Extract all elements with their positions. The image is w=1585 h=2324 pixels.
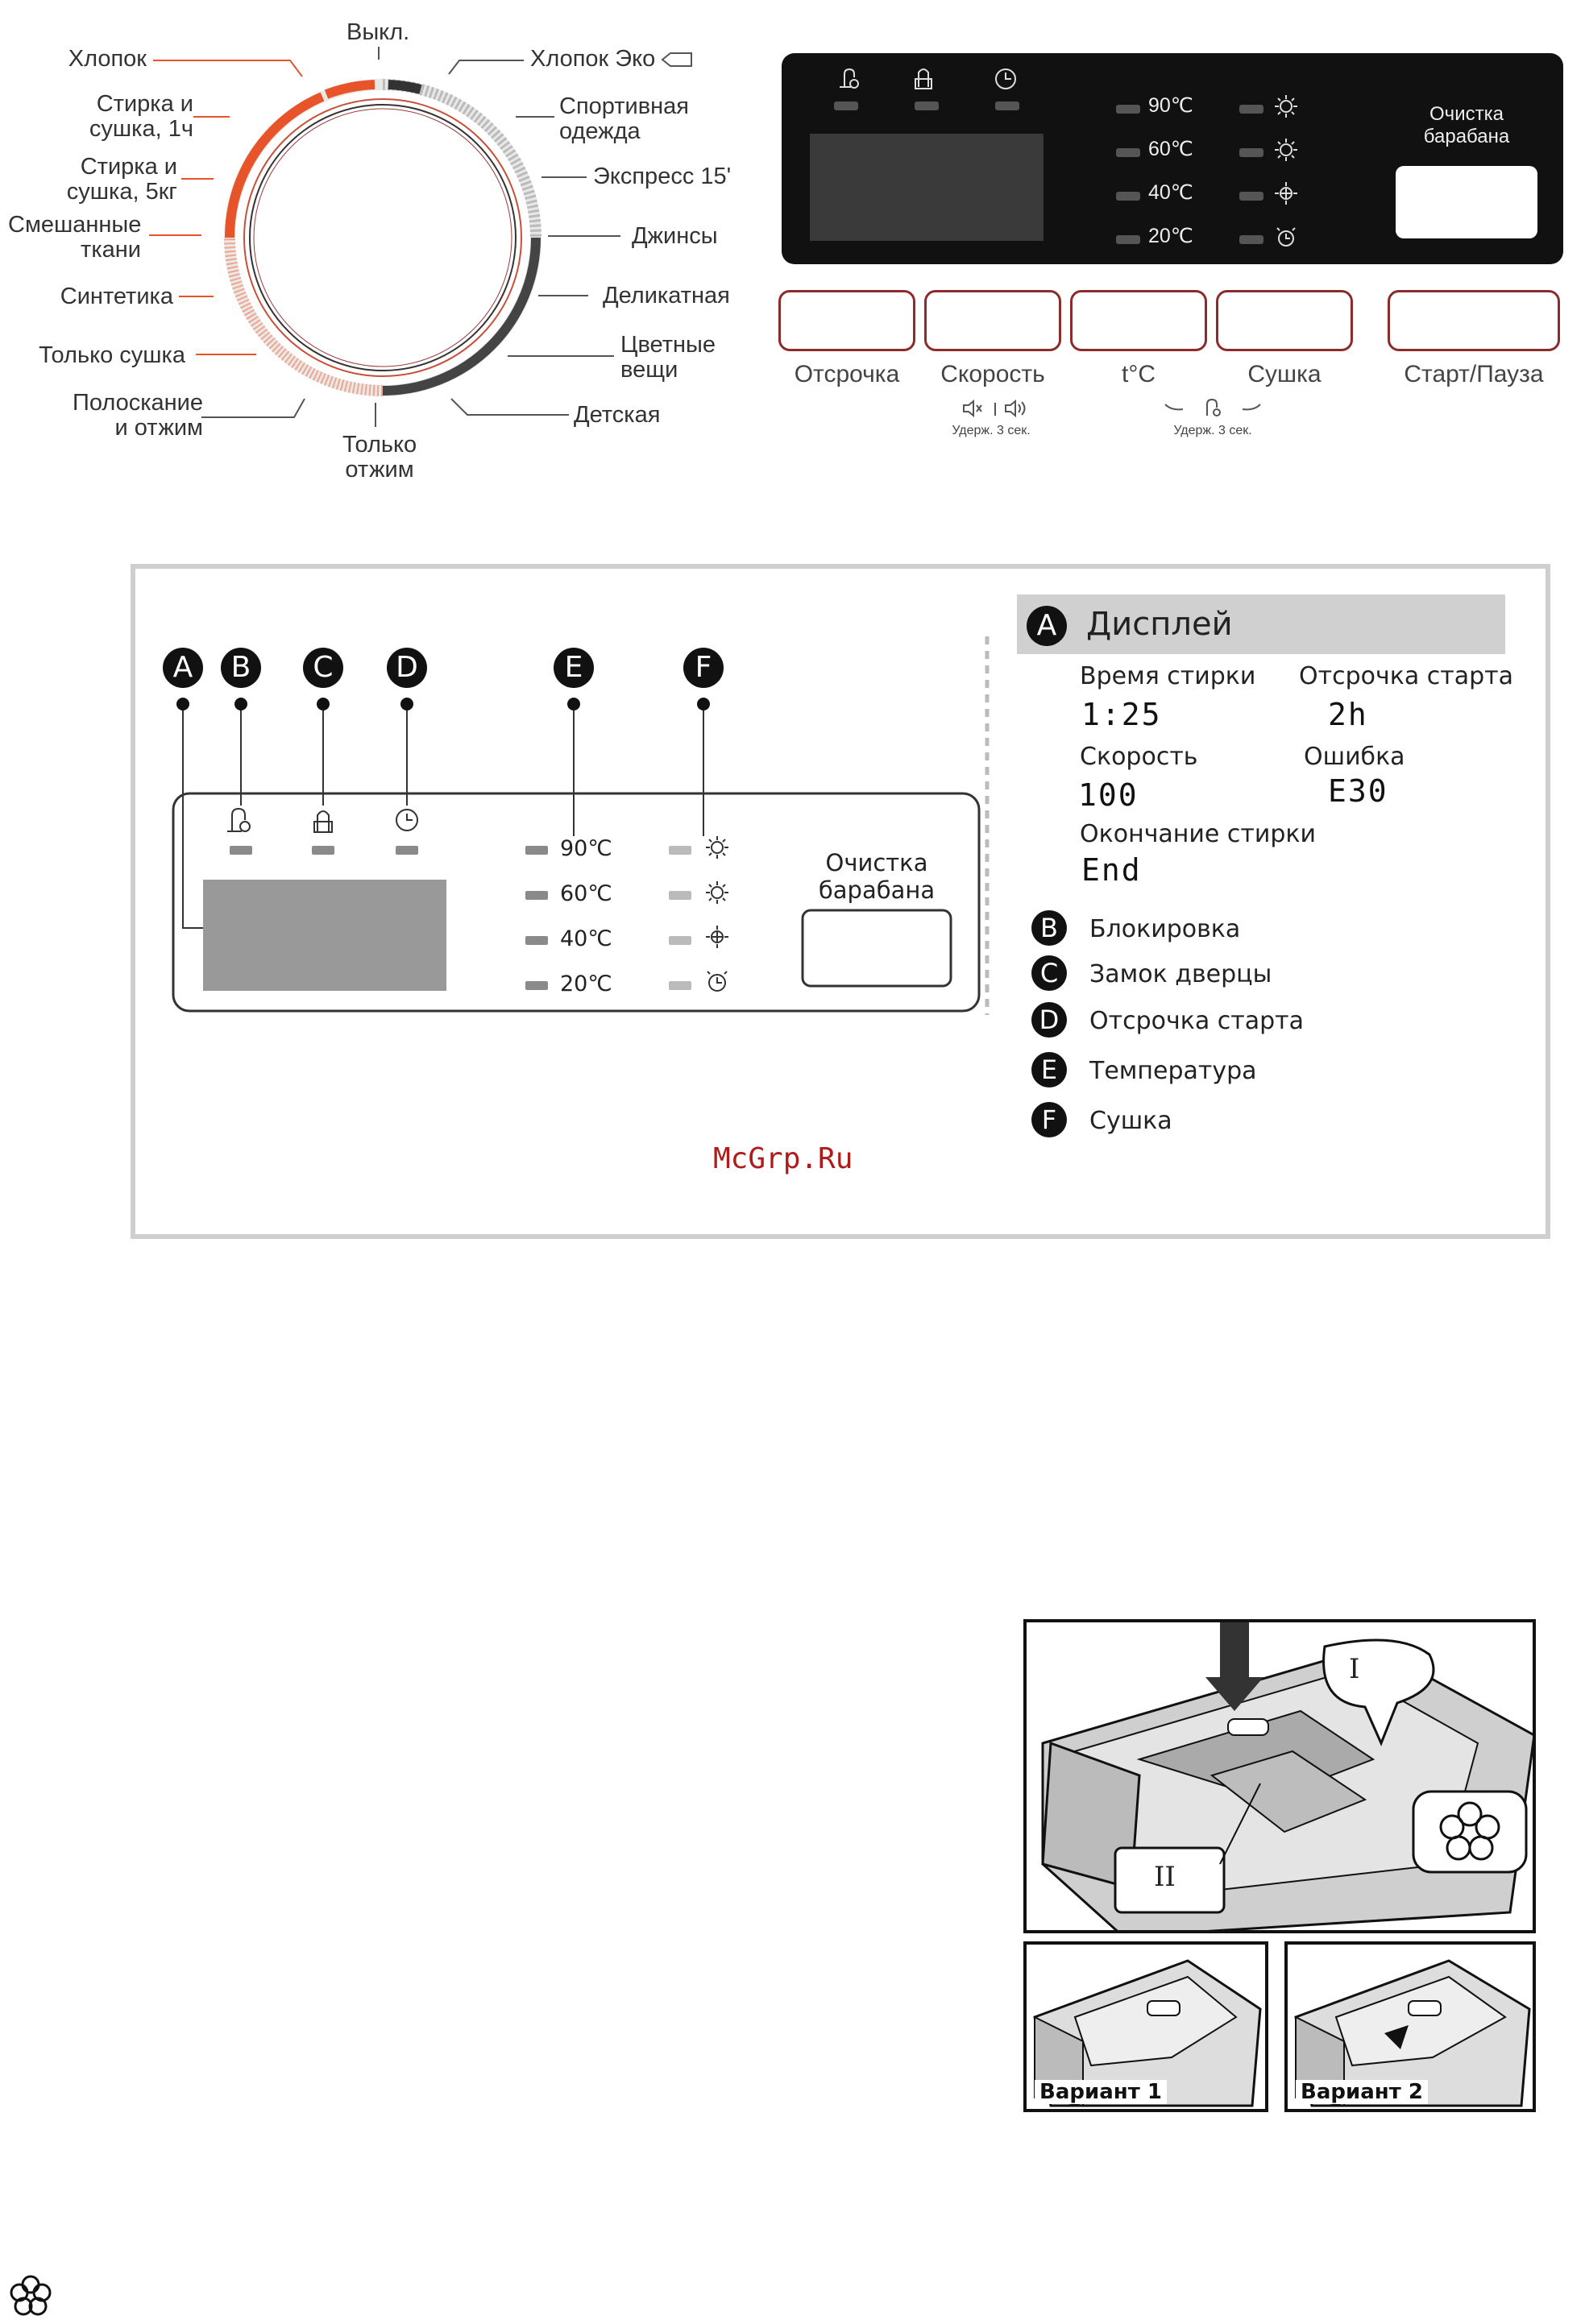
compartment-ii-label: II	[1154, 1861, 1176, 1893]
marker-c: C	[303, 648, 343, 688]
inner-temp-60-led	[525, 891, 548, 900]
dial-program-jeans: Джинсы	[632, 223, 718, 249]
legend-b-text: Блокировка	[1089, 915, 1241, 943]
inner-drum-clean-line1: Очистка	[825, 849, 928, 876]
dial-program-colored: Цветные вещи	[620, 332, 716, 383]
temp-20-led	[1116, 235, 1140, 244]
dial-program-dry-only: Только сушка	[39, 342, 185, 368]
temp-90-label: 90℃	[1148, 94, 1193, 117]
child-lock-combo-icon	[1160, 395, 1265, 419]
wash-time-value: 1:25	[1081, 697, 1162, 732]
legend-e-marker: E	[1031, 1052, 1067, 1087]
drawer-main-illustration	[1023, 1619, 1536, 1933]
dial-program-rinse-spin: Полоскание и отжим	[72, 390, 203, 441]
drawer-variant-1	[1023, 1941, 1268, 2112]
dial-program-delicate: Деликатная	[603, 283, 730, 309]
marker-f: F	[683, 648, 724, 688]
inner-dry-1-led	[669, 846, 691, 855]
marker-e: E	[554, 648, 594, 688]
delay-start-label: Отсрочка старта	[1299, 662, 1514, 690]
drum-clean-label: Очистка барабана	[1423, 103, 1510, 147]
dial-program-wash-dry-1h: Стирка и сушка, 1ч	[89, 91, 193, 142]
display-header-title: Дисплей	[1086, 606, 1233, 643]
dry-timer-led	[1239, 235, 1263, 244]
dry-level-2-led	[1239, 148, 1263, 157]
dial-program-kids: Детская	[574, 402, 661, 428]
inner-door-lock-led	[312, 846, 334, 855]
drawer-variant-2	[1284, 1941, 1536, 2112]
dial-program-sportswear: Спортивная одежда	[559, 93, 690, 144]
dry-button-label: Сушка	[1247, 361, 1322, 387]
temp-90-led	[1116, 105, 1140, 114]
legend-f-marker: F	[1031, 1102, 1067, 1137]
dial-program-wash-dry-5kg: Стирка и сушка, 5кг	[66, 154, 177, 205]
dial-program-cotton-eco: Хлопок Эко	[530, 46, 656, 72]
speed-label: Скорость	[1080, 743, 1198, 771]
speed-value: 100	[1078, 777, 1139, 813]
dial-program-mixed: Смешанные ткани	[8, 212, 142, 263]
dial-off: Выкл.	[346, 19, 410, 45]
error-label: Ошибка	[1304, 743, 1405, 771]
temp-20-label: 20℃	[1148, 225, 1193, 247]
inner-temp-20-label: 20℃	[560, 971, 612, 996]
dry-button[interactable]	[1216, 290, 1353, 351]
softener-flower-icon	[6, 2272, 55, 2320]
legend-c-text: Замок дверцы	[1089, 960, 1272, 988]
temp-60-led	[1116, 148, 1140, 157]
marker-a: A	[163, 648, 203, 688]
wash-end-value: End	[1081, 852, 1142, 888]
sun-icon	[1272, 92, 1304, 253]
legend-b-marker: B	[1031, 910, 1067, 946]
legend-f-text: Сушка	[1089, 1107, 1172, 1135]
temp-60-label: 60℃	[1148, 138, 1193, 160]
wash-end-label: Окончание стирки	[1080, 820, 1317, 848]
inner-dry-timer-led	[669, 981, 691, 990]
wash-time-label: Время стирки	[1080, 662, 1256, 690]
legend-e-text: Температура	[1089, 1057, 1257, 1085]
temperature-button[interactable]	[1070, 290, 1207, 351]
inner-drum-clean-line2: барабана	[818, 876, 936, 904]
legend-d-marker: D	[1031, 1002, 1067, 1038]
inner-temp-40-label: 40℃	[560, 926, 612, 951]
temp-40-label: 40℃	[1148, 181, 1193, 204]
inner-dry-3-led	[669, 936, 691, 945]
display-header-marker: A	[1027, 606, 1067, 646]
variant-1-label: Вариант 1	[1035, 2080, 1167, 2104]
legend-c-marker: C	[1031, 955, 1067, 991]
temp-40-led	[1116, 192, 1140, 201]
legend-d-text: Отсрочка старта	[1089, 1007, 1305, 1035]
variant-2-label: Вариант 2	[1296, 2080, 1428, 2104]
temperature-button-label: t°C	[1122, 361, 1156, 387]
inner-dry-2-led	[669, 891, 691, 900]
drum-clean-button[interactable]	[1396, 166, 1537, 238]
dial-program-synthetic: Синтетика	[60, 284, 173, 309]
dial-program-cotton: Хлопок	[68, 46, 147, 72]
inner-temp-90-label: 90℃	[560, 836, 612, 861]
inner-lock-led	[230, 846, 252, 855]
start-pause-button[interactable]	[1388, 290, 1560, 351]
dry-level-1-led	[1239, 105, 1263, 114]
speed-hold-hint: Удерж. 3 сек.	[952, 424, 1031, 437]
error-value: E30	[1328, 773, 1388, 809]
dial-program-express: Экспресс 15'	[593, 164, 732, 189]
inner-lcd-screen	[203, 880, 446, 991]
dry-level-3-led	[1239, 192, 1263, 201]
inner-temp-90-led	[525, 846, 548, 855]
inner-temp-60-label: 60℃	[560, 881, 612, 906]
dry-hold-hint: Удерж. 3 сек.	[1173, 424, 1252, 437]
compartment-i-label: I	[1349, 1653, 1360, 1685]
speed-button-label: Скорость	[940, 361, 1045, 387]
start-pause-button-label: Старт/Пауза	[1404, 361, 1544, 387]
marker-d: D	[387, 648, 427, 688]
inner-delay-led	[396, 846, 418, 855]
inner-temp-40-led	[525, 936, 548, 945]
delay-start-value: 2h	[1328, 697, 1368, 732]
dial-program-spin-only: Только отжим	[342, 432, 417, 483]
inner-temp-20-led	[525, 981, 548, 990]
marker-b: B	[221, 648, 261, 688]
delay-button-label: Отсрочка	[794, 361, 900, 387]
watermark: McGrp.Ru	[713, 1142, 853, 1175]
